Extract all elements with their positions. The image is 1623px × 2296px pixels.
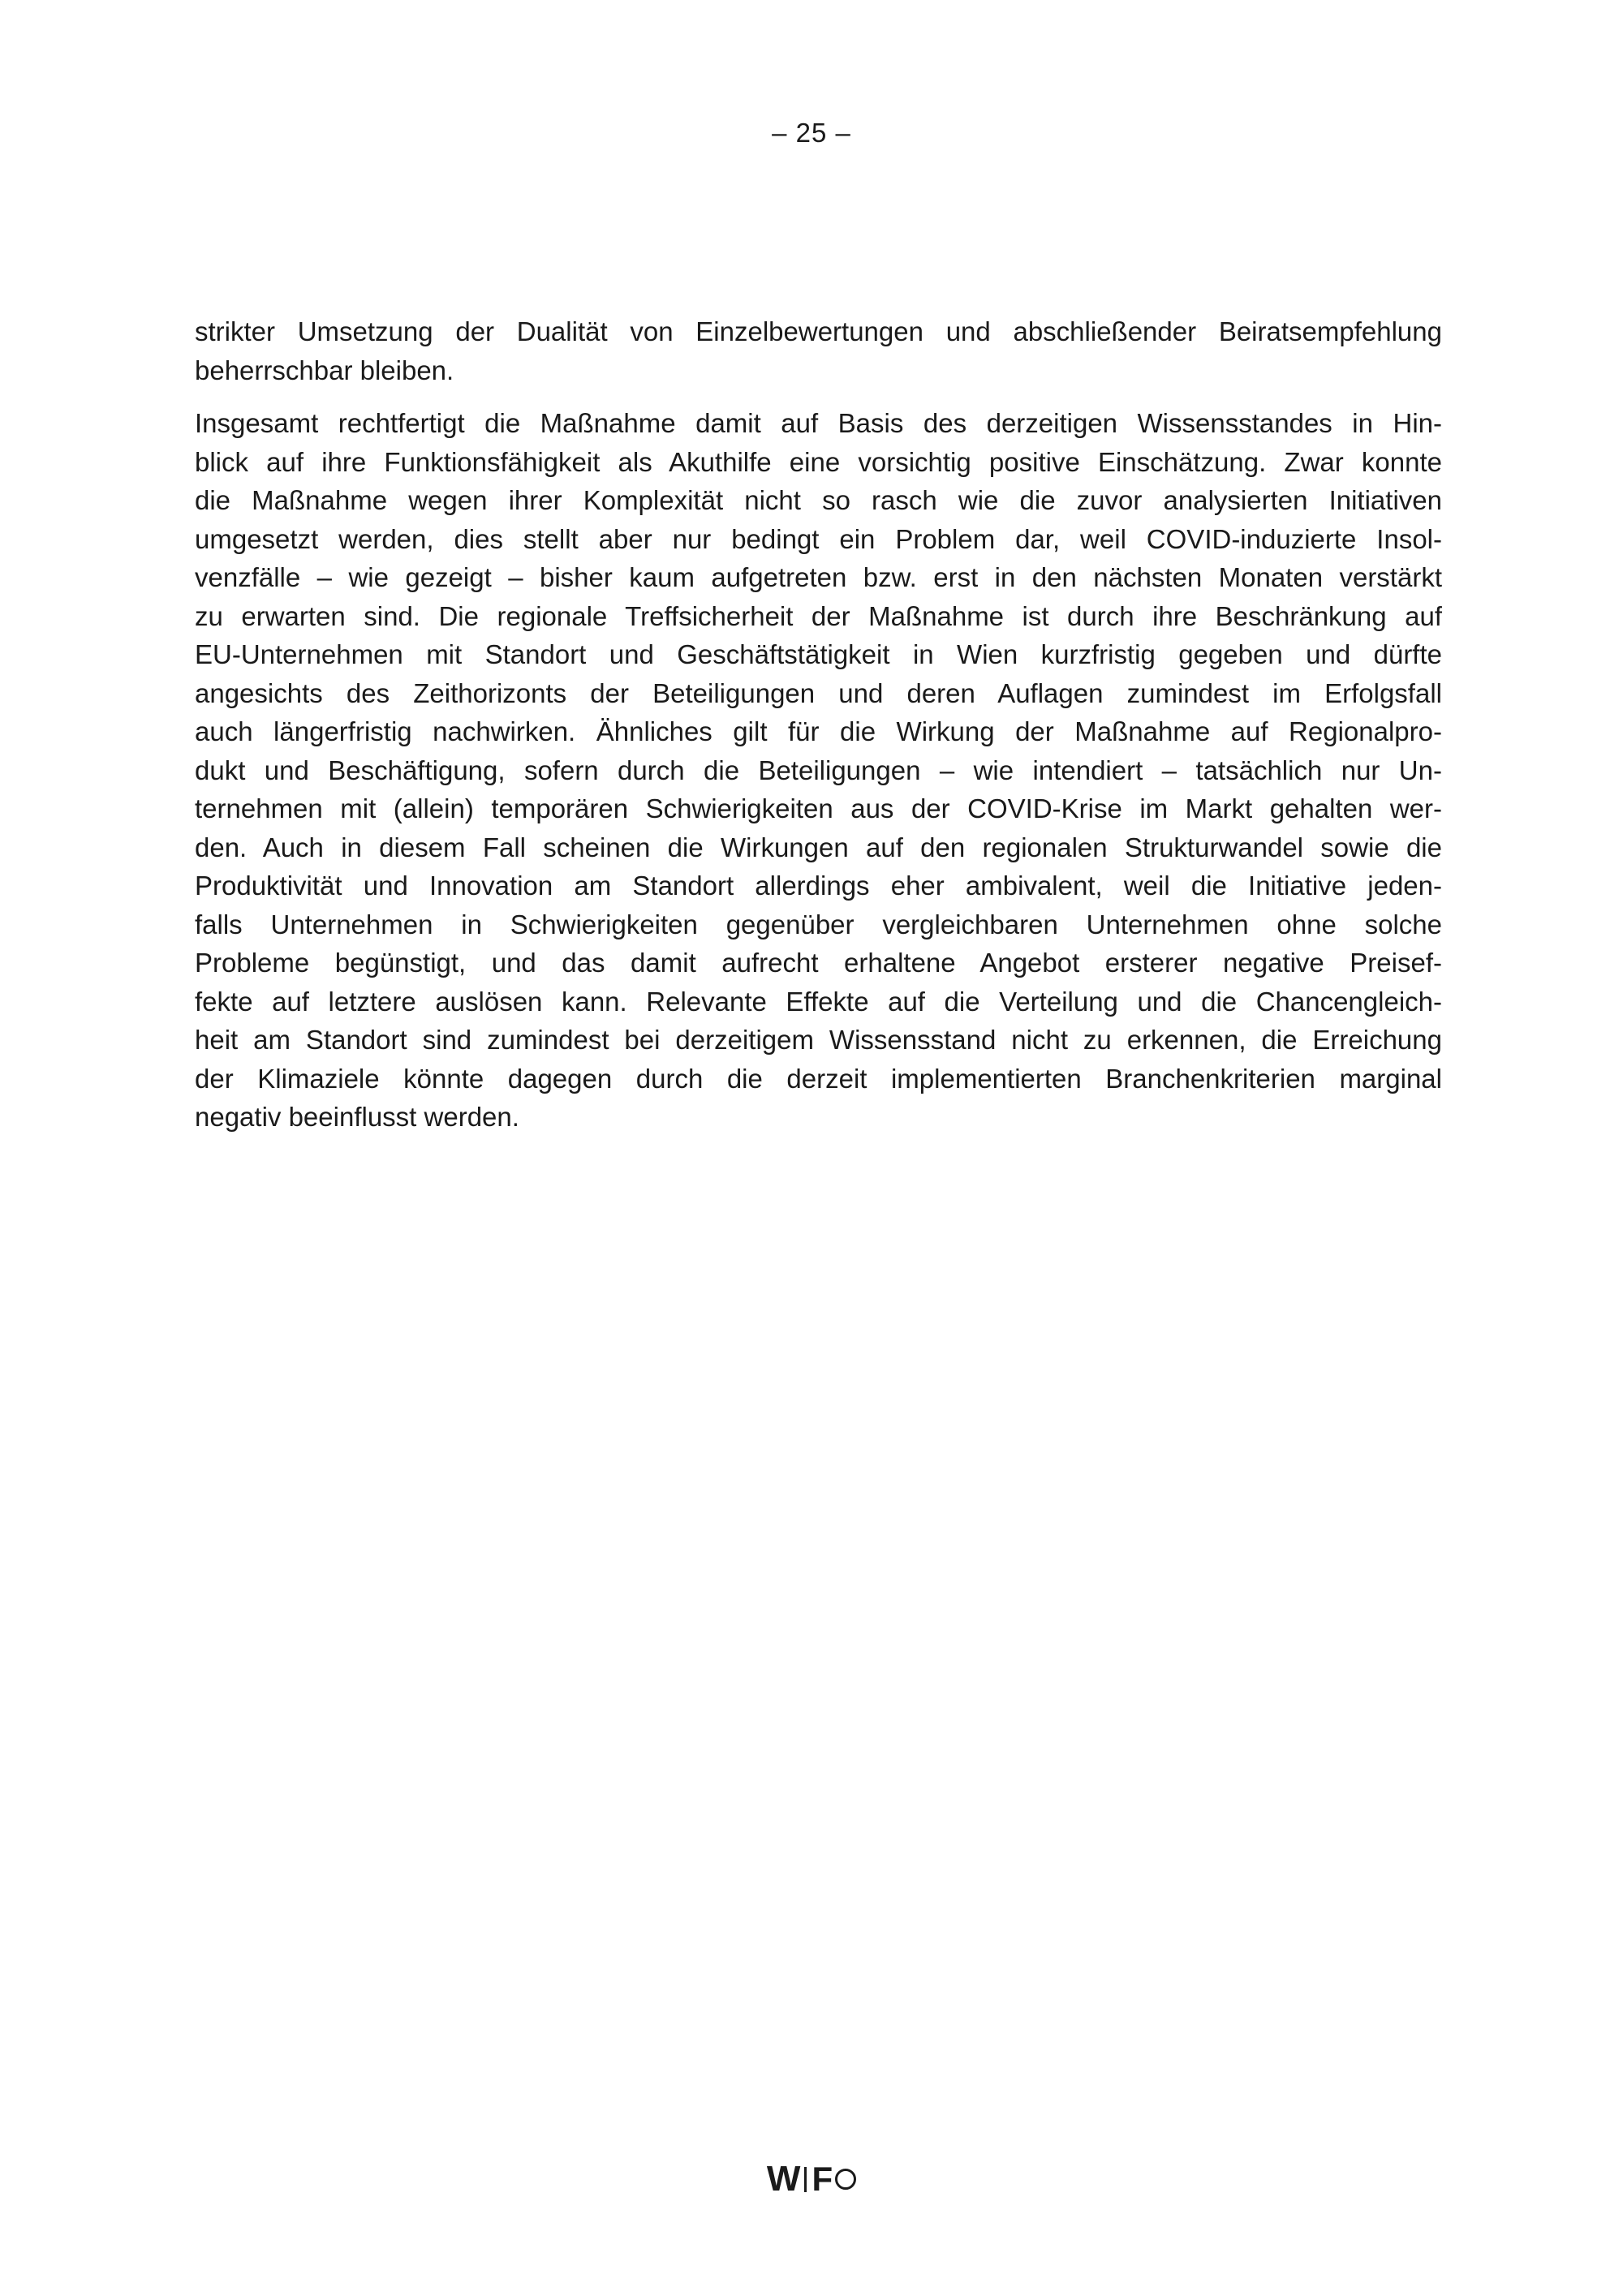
paragraph-line: heit am Standort sind zumindest bei derzeitigem Wissensstand nicht zu erkennen, die Erreichung — [195, 1025, 1442, 1055]
paragraph-line: angesichts des Zeithorizonts der Beteiligungen und deren Auflagen zumindest im Erfolgsfall — [195, 677, 1442, 708]
logo-bar-i — [804, 2167, 807, 2192]
paragraph-line: beherrschbar bleiben. — [195, 355, 454, 385]
paragraph-line: zu erwarten sind. Die regionale Treffsicherheit der Maßnahme ist durch ihre Beschränkung auf — [195, 600, 1442, 631]
logo-letter-f: F — [812, 2160, 833, 2198]
paragraph-line: den. Auch in diesem Fall scheinen die Wirkungen auf den regionalen Strukturwandel sowie die — [195, 832, 1442, 862]
page-number: – 25 – — [772, 118, 851, 148]
paragraph-line: blick auf ihre Funktionsfähigkeit als Akuthilfe eine vorsichtig positive Einschätzung. Zwar konnte — [195, 446, 1442, 477]
paragraph-2 — [195, 404, 1442, 1137]
paragraph-line: dukt und Beschäftigung, sofern durch die Beteiligungen – wie intendiert – tatsächlich nur Un- — [195, 755, 1442, 785]
logo-circle-o — [835, 2169, 856, 2190]
paragraph-line: auch längerfristig nachwirken. Ähnliches gilt für die Wirkung der Maßnahme auf Regionalpro- — [195, 716, 1442, 746]
paragraph-1 — [195, 312, 1442, 389]
paragraph-line: Probleme begünstigt, und das damit aufrecht erhaltene Angebot ersterer negative Preisef- — [195, 948, 1442, 978]
paragraph-line: ternehmen mit (allein) temporären Schwierigkeiten aus der COVID-Krise im Markt gehalten wer- — [195, 793, 1442, 823]
logo-letter-w: W — [766, 2159, 801, 2199]
paragraph-line: die Maßnahme wegen ihrer Komplexität nicht so rasch wie die zuvor analysierten Initiativen — [195, 485, 1442, 515]
paragraph-line: Insgesamt rechtfertigt die Maßnahme damit auf Basis des derzeitigen Wissensstandes in Hin- — [195, 408, 1442, 438]
wifo-logo — [0, 2159, 1623, 2199]
paragraph-line: venzfälle – wie gezeigt – bisher kaum aufgetreten bzw. erst in den nächsten Monaten verstärkt — [195, 562, 1442, 592]
paragraph-line: EU-Unternehmen mit Standort und Geschäftstätigkeit in Wien kurzfristig gegeben und dürfte — [195, 639, 1442, 669]
paragraph-line: strikter Umsetzung der Dualität von Einzelbewertungen und abschließender Beiratsempfehlung — [195, 316, 1442, 346]
paragraph-line: umgesetzt werden, dies stellt aber nur bedingt ein Problem dar, weil COVID-induzierte Insol- — [195, 523, 1442, 554]
paragraph-line: der Klimaziele könnte dagegen durch die derzeit implementierten Branchenkriterien marginal — [195, 1063, 1442, 1094]
paragraph-line: fekte auf letztere auslösen kann. Relevante Effekte auf die Verteilung und die Chancengleich- — [195, 986, 1442, 1017]
paragraph-line: negativ beeinflusst werden. — [195, 1102, 519, 1132]
paragraph-line: falls Unternehmen in Schwierigkeiten gegenüber vergleichbaren Unternehmen ohne solche — [195, 909, 1442, 939]
paragraph-line: Produktivität und Innovation am Standort allerdings eher ambivalent, weil die Initiative jeden- — [195, 871, 1442, 901]
